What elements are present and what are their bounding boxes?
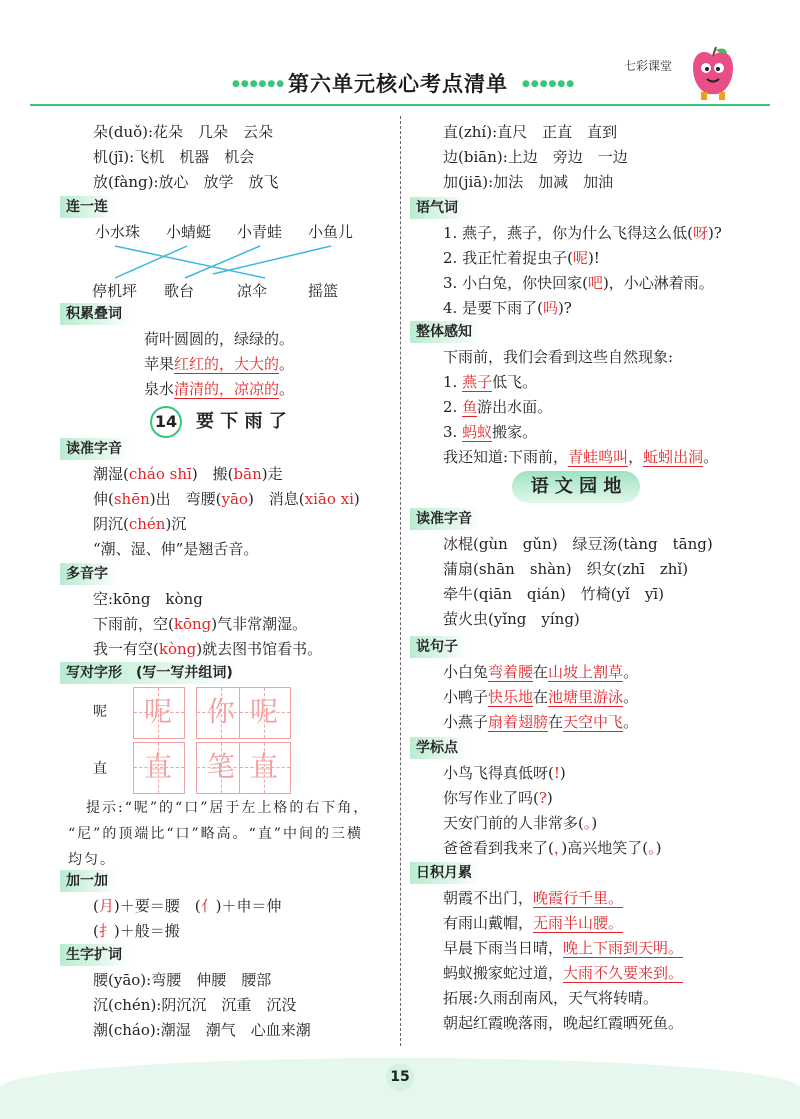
text-line: 我一有空(kòng)就去图书馆看书。 <box>93 640 323 658</box>
section-title-biaodian: 学标点 <box>410 737 466 759</box>
text-line: (扌)＋般＝搬 <box>93 922 180 940</box>
match-top-item: 小青蛙 <box>237 223 283 241</box>
match-top-item: 小蜻蜓 <box>166 223 212 241</box>
tip-text: 均匀。 <box>68 852 116 868</box>
section-title-zhengti: 整体感知 <box>410 321 480 343</box>
text-line: 荷叶圆圆的，绿绿的。 <box>144 330 295 348</box>
brand-label: 七彩课堂 <box>624 59 673 73</box>
text-line: 伸(shēn)出 弯腰(yāo) 消息(xiāo xi) <box>93 490 360 508</box>
match-top-item: 小鱼儿 <box>308 223 354 241</box>
text-line: 蒲扇(shān shàn) 织女(zhī zhǐ) <box>443 560 689 578</box>
text-line: 3. 小白兔，你快回家(吧)，小心淋着雨。 <box>443 274 714 292</box>
text-line: 早晨下雨当日晴，晚上下雨到天明。 <box>443 939 684 957</box>
text-line: 泉水清清的，凉凉的。 <box>144 380 295 398</box>
text-line: 潮湿(cháo shī) 搬(bān)走 <box>93 465 283 483</box>
match-bottom-item: 歌台 <box>164 282 195 300</box>
text-line: 爸爸看到我来了(，)高兴地笑了(。) <box>443 839 662 857</box>
text-line: 天安门前的人非常多(。) <box>443 814 598 832</box>
match-top-item: 小水珠 <box>95 223 141 241</box>
text-line: 腰(yāo):弯腰 伸腰 腰部 <box>93 971 272 989</box>
text-line: 冰棍(gùn gǔn) 绿豆汤(tàng tāng) <box>443 535 713 553</box>
text-line: 小燕子扇着翅膀在天空中飞。 <box>443 713 639 731</box>
lesson-title: 要 下 雨 了 <box>196 411 287 432</box>
header-dots-right: ●●●●●● <box>522 79 576 89</box>
text-line: 苹果红红的，大大的。 <box>144 355 295 373</box>
section-title-xiedui: 写对字形 (写一写并组词) <box>60 662 241 684</box>
section-title-kuoci: 生字扩词 <box>60 944 130 966</box>
column-divider <box>400 116 401 1046</box>
text-line: 萤火虫(yǐng yíng) <box>443 610 580 628</box>
text-line: 小鸭子快乐地在池塘里游泳。 <box>443 688 639 706</box>
grid-char: 笔 <box>206 750 235 783</box>
text-line: 朝起红霞晚落雨，晚起红霞晒死鱼。 <box>443 1014 684 1032</box>
section-title-duoyin: 多音字 <box>60 563 116 585</box>
text-line: 有雨山戴帽，无雨半山腰。 <box>443 914 624 932</box>
text-line: 1. 燕子，燕子，你为什么飞得这么低(呀)? <box>443 224 722 242</box>
section-title-rijiyuelei: 日积月累 <box>410 862 480 884</box>
word-line: 加(jiā):加法 加减 加油 <box>443 173 614 191</box>
page-number: 15 <box>386 1063 414 1091</box>
section-title-duzhun: 读准字音 <box>60 438 130 460</box>
word-line: 机(jī):飞机 机器 机会 <box>93 148 255 166</box>
word-line: 直(zhí):直尺 正直 直到 <box>443 123 618 141</box>
text-line: 潮(cháo):潮湿 潮气 心血来潮 <box>93 1021 311 1039</box>
word-line: 边(biān):上边 旁边 一边 <box>443 148 628 166</box>
word-line: 朵(duǒ):花朵 几朵 云朵 <box>93 123 274 141</box>
lesson-heading <box>150 406 287 438</box>
text-line: 小鸟飞得真低呀(!) <box>443 764 566 782</box>
match-bottom-item: 凉伞 <box>237 282 268 300</box>
grid-char: 呢 <box>249 695 278 728</box>
header-rule <box>30 104 770 106</box>
grid-char: 直 <box>249 750 278 783</box>
section-title-lianyilian: 连一连 <box>60 196 116 218</box>
text-line: 3. 蚂蚁搬家。 <box>443 423 538 441</box>
text-line: 你写作业了吗(?) <box>443 789 553 807</box>
text-line: 2. 鱼游出水面。 <box>443 398 553 416</box>
grid-row-label: 呢 <box>93 704 107 720</box>
section-title-jilei: 积累叠词 <box>60 303 130 325</box>
grid-char: 直 <box>143 750 172 783</box>
text-line: 沉(chén):阴沉沉 沉重 沉没 <box>93 996 297 1014</box>
text-line: 下雨前，空(kōng)气非常潮湿。 <box>93 615 308 633</box>
match-bottom-item: 摇篮 <box>308 282 339 300</box>
text-line: “潮、湿、伸”是翘舌音。 <box>93 540 259 558</box>
text-line: 阴沉(chén)沉 <box>93 515 187 533</box>
header-dots-left: ●●●●●● <box>232 79 286 89</box>
section-title-yuqi: 语气词 <box>410 197 466 219</box>
text-line: 4. 是要下雨了(吗)? <box>443 299 572 317</box>
text-line: 2. 我正忙着捉虫子(呢)! <box>443 249 600 267</box>
grid-char: 你 <box>206 695 235 728</box>
word-line: 放(fàng):放心 放学 放飞 <box>93 173 279 191</box>
apple-mascot-icon <box>683 44 743 104</box>
text-line: 小白兔弯着腰在山坡上割草。 <box>443 663 639 681</box>
section-title-jiayijia: 加一加 <box>60 870 116 892</box>
text-line: 我还知道:下雨前，青蛙鸣叫，蚯蚓出洞。 <box>443 448 719 466</box>
lesson-number: 14 <box>150 406 182 438</box>
section-title-shuojuzi: 说句子 <box>410 636 466 658</box>
text-line: 蚂蚁搬家蛇过道，大雨不久要来到。 <box>443 964 684 982</box>
text-line: 下雨前，我们会看到这些自然现象: <box>443 348 674 366</box>
text-line: 拓展:久雨刮南风，天气将转晴。 <box>443 989 659 1007</box>
grid-row-label: 直 <box>93 761 107 777</box>
text-line: 1. 燕子低飞。 <box>443 373 538 391</box>
text-line: (月)＋要＝腰 (亻)＋申＝伸 <box>93 897 282 915</box>
text-line: 朝霞不出门，晚霞行千里。 <box>443 889 624 907</box>
section-title-duzhun-right: 读准字音 <box>410 508 480 530</box>
match-bottom-item: 停机坪 <box>92 282 138 300</box>
text-line: 空:kōng kòng <box>93 590 203 608</box>
tip-text: “尼”的顶端比“口”略高。“直”中间的三横 <box>68 826 363 842</box>
grid-char: 呢 <box>143 695 172 728</box>
page-title: 第六单元核心考点清单 <box>288 72 508 96</box>
tip-text: 提示:“呢”的“口”居于左上格的右下角， <box>86 800 370 816</box>
yuwen-yuandi-heading: 语 文 园 地 <box>512 471 640 503</box>
text-line: 牵牛(qiān qián) 竹椅(yǐ yī) <box>443 585 664 603</box>
match-lines <box>95 244 375 280</box>
